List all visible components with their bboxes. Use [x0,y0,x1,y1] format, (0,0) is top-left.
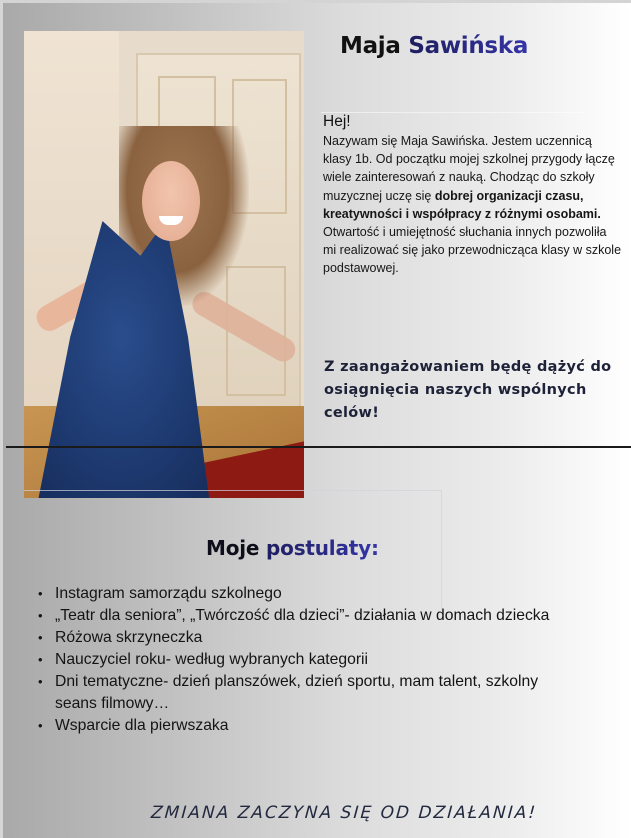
postulate-item: • Dni tematyczne- dzień planszówek, dzień sportu, mam talent, szkolny seans filmowy… [55,671,575,715]
first-name: Maja [340,33,401,59]
bio-bold-skills: dobrej organizacji czasu, kreatywności i współpracy z różnymi osobami. [323,188,601,221]
candidate-photo [24,31,304,498]
section-divider [6,446,631,448]
text-box-edge [321,112,583,113]
postulate-item: • Instagram samorządu szkolnego [55,583,575,605]
photo-face [142,161,200,241]
motto: Z zaangażowaniem będę dążyć do osiągnięcia naszych wspólnych celów! [324,359,612,421]
postulate-item: • Wsparcie dla pierwszaka [55,715,575,737]
postulates-list [55,583,575,737]
postulate-item: • „Teatr dla seniora”, „Twórczość dla dzieci”- działania w domach dziecka [55,605,575,627]
bio-text [323,132,623,278]
postulates-title-part1: Moje [206,536,267,560]
postulate-item: • Nauczyciel roku- według wybranych kategorii [55,649,575,671]
last-name: Sawińska [408,33,529,59]
bio-part-1: Nazywam się Maja Sawińska. Jestem uczennicą klasy 1b. Od początku mojej szkolnej przygody łączę wiele zainteresowań z nauką. Chodząc do szkoły muzycznej uczę się [323,134,615,203]
postulate-item: • Różowa skrzyneczka [55,627,575,649]
postulates-title-part2: postulaty: [266,536,379,560]
greeting: Hej! [323,113,351,130]
candidate-name [340,33,528,59]
footer-slogan: ZMIANA ZACZYNA SIĘ OD DZIAŁANIA! [150,803,538,823]
postulates-title [206,536,379,560]
bio-part-2: Otwartość i umiejętność słuchania innych pozwoliła mi realizować się jako przewodnicząca klasy w szkole podstawowej. [323,225,622,276]
